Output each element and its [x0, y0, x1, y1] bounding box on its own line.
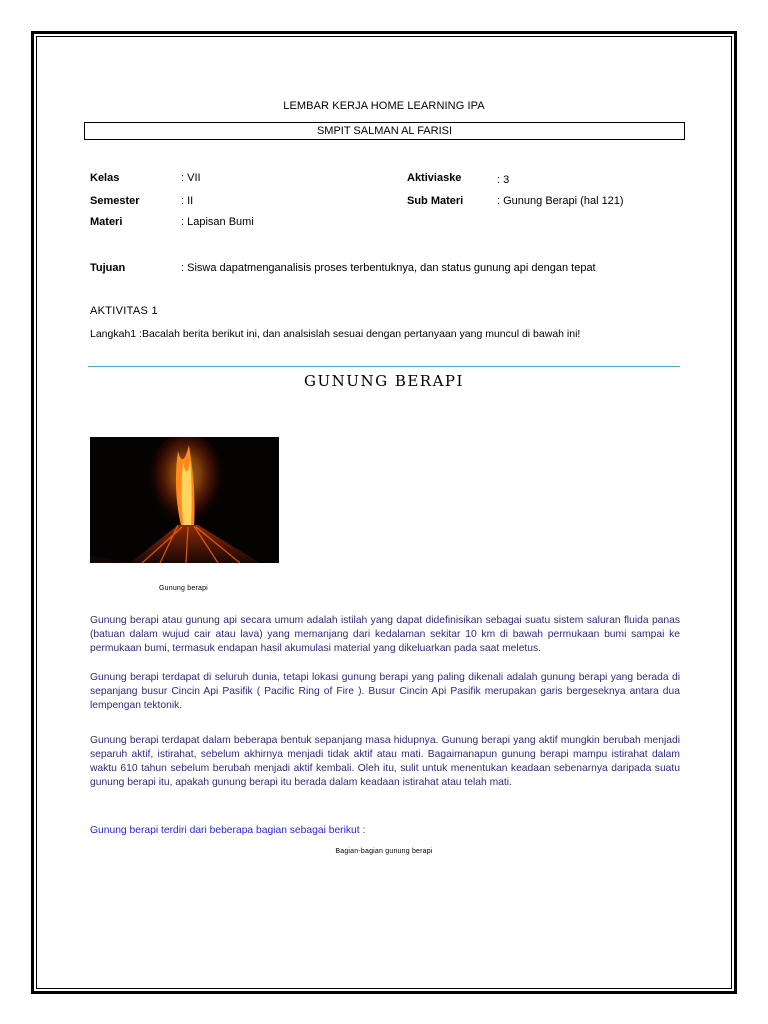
- parts-caption: Bagian-bagian gunung berapi: [335, 848, 433, 855]
- school-name-box: SMPIT SALMAN AL FARISI: [84, 122, 685, 140]
- semester-value: : II: [181, 195, 194, 207]
- materi-value: : Lapisan Bumi: [181, 216, 254, 228]
- materi-label: Materi: [90, 216, 123, 228]
- activity-instruction: Langkah1 :Bacalah berita berikut ini, dan analsislah sesuai dengan pertanyaan yang muncul di bawah ini!: [90, 328, 581, 340]
- parts-intro: Gunung berapi terdiri dari beberapa bagian sebagai berikut :: [90, 825, 366, 836]
- tujuan-value: : Siswa dapatmenganalisis proses terbentuknya, dan status gunung api dengan tepat: [181, 262, 596, 274]
- aktivitas-value: : 3: [497, 174, 510, 186]
- semester-label: Semester: [90, 195, 140, 207]
- paragraph-2: Gunung berapi terdapat di seluruh dunia, tetapi lokasi gunung berapi yang paling dikenali adalah gunung berapi yang berada di sepanjang busur Cincin Api Pasifik ( Pacific Ring of Fire ). Busur Cincin Api Pasifik merupakan garis bergeseknya antara dua lempengan tektonik.: [90, 672, 680, 711]
- tujuan-label: Tujuan: [90, 262, 126, 274]
- kelas-value: : VII: [181, 172, 201, 184]
- photo-caption: Gunung berapi: [159, 585, 208, 592]
- worksheet-title: LEMBAR KERJA HOME LEARNING IPA: [283, 100, 485, 112]
- volcano-eruption-image: [90, 437, 279, 563]
- activity-heading: AKTIVITAS 1: [90, 305, 158, 317]
- volcano-photo: [90, 437, 279, 563]
- aktivitas-label: Aktiviaske: [407, 172, 462, 184]
- kelas-label: Kelas: [90, 172, 120, 184]
- submateri-label: Sub Materi: [407, 195, 464, 207]
- article-title: GUNUNG BERAPI: [304, 372, 464, 390]
- submateri-value: : Gunung Berapi (hal 121): [497, 195, 624, 207]
- paragraph-3: Gunung berapi terdapat dalam beberapa bentuk sepanjang masa hidupnya. Gunung berapi yang aktif mungkin berubah menjadi separuh aktif, istirahat, sebelum akhirnya menjadi tidak aktif atau mati. Bagaimanapun gunung berapi mampu istirahat dalam waktu 610 tahun sebelum berubah menjadi aktif kembali. Oleh itu, sulit untuk menentukan keadaan sebenarnya daripada suatu gunung berapi itu, apakah gunung berapi itu berada dalam keadaan istirahat atau telah mati.: [90, 735, 680, 788]
- paragraph-1: Gunung berapi atau gunung api secara umum adalah istilah yang dapat didefinisikan sebagai suatu sistem saluran fluida panas (batuan dalam wujud cair atau lava) yang memanjang dari kedalaman sekitar 10 km di bawah permukaan bumi sampai ke permukaan bumi, termasuk endapan hasil akumulasi material yang dikeluarkan pada saat meletus.: [90, 615, 680, 654]
- section-divider: [88, 366, 680, 367]
